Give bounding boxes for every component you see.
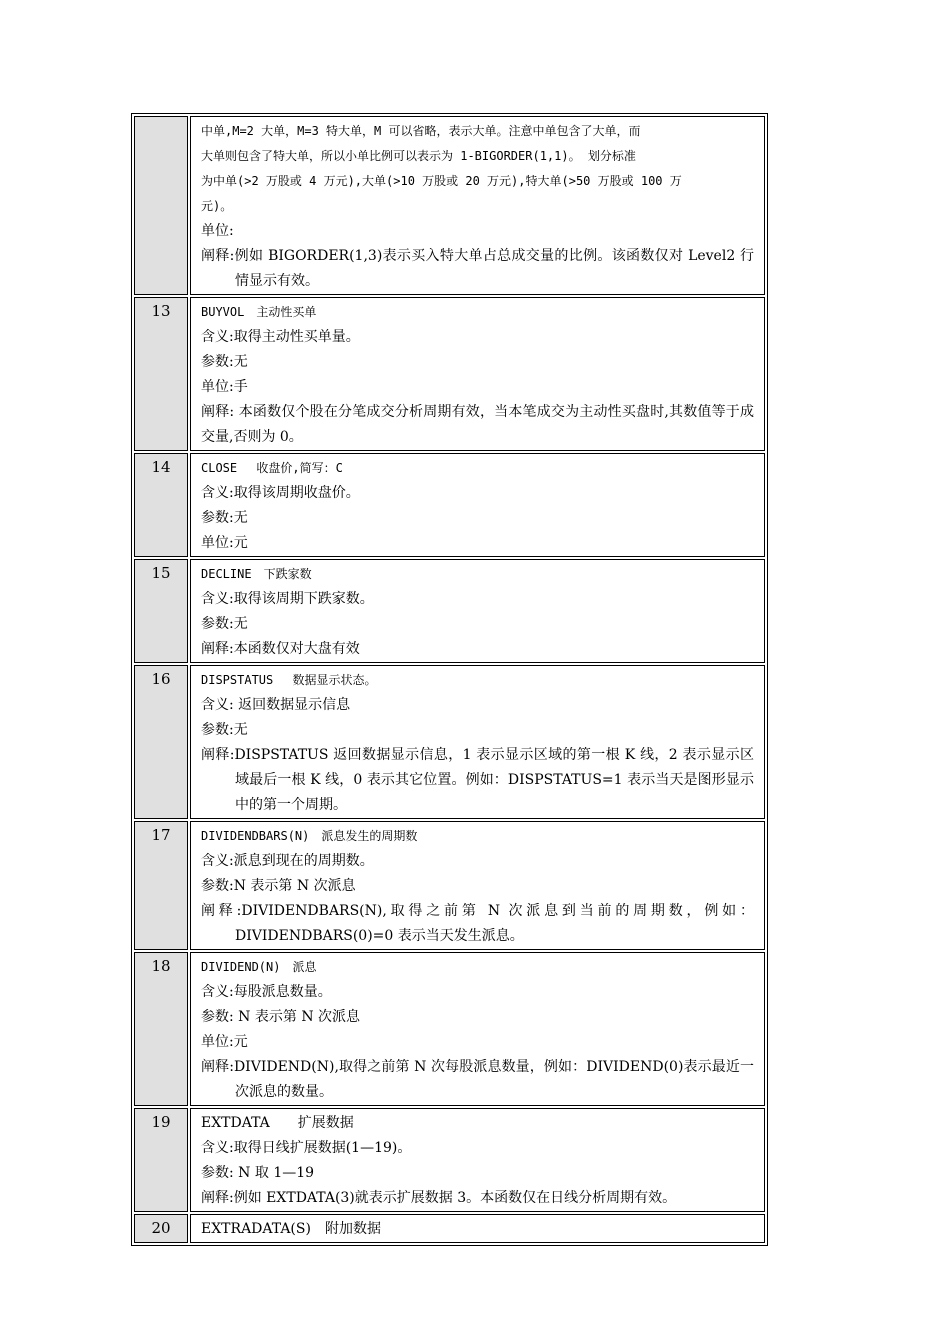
row-number: 19 bbox=[134, 1108, 188, 1212]
text-line: 含义:每股派息数量。 bbox=[201, 984, 332, 1000]
function-title: BUYVOL 主动性买单 bbox=[201, 305, 317, 319]
text-line: 参数:无 bbox=[201, 616, 248, 632]
row-number: 17 bbox=[134, 821, 188, 950]
row-content bbox=[190, 297, 765, 451]
function-title: EXTRADATA(S) 附加数据 bbox=[201, 1221, 381, 1237]
text-line: 元)。 bbox=[201, 199, 233, 213]
function-title: DIVIDENDBARS(N) 派息发生的周期数 bbox=[201, 829, 418, 843]
note-text: 阐释:DIVIDENDBARS(N),取得之前第 N 次派息到当前的周期数，例如：DIVIDENDBARS(0)=0 表示当天发生派息。 bbox=[201, 903, 754, 944]
row-content bbox=[190, 821, 765, 950]
text-line: 单位:手 bbox=[201, 379, 248, 395]
row-number: 13 bbox=[134, 297, 188, 451]
table-row bbox=[134, 665, 765, 819]
text-line: 单位:元 bbox=[201, 1034, 248, 1050]
row-number: 15 bbox=[134, 559, 188, 663]
function-title: DISPSTATUS 数据显示状态。 bbox=[201, 673, 377, 687]
text-line: 阐释:例如 EXTDATA(3)就表示扩展数据 3。本函数仅在日线分析周期有效。 bbox=[201, 1190, 677, 1206]
table-row bbox=[134, 297, 765, 451]
text-line: 含义:取得主动性买单量。 bbox=[201, 329, 360, 345]
table-row bbox=[134, 821, 765, 950]
row-number bbox=[134, 116, 188, 295]
note-text: 阐释:DISPSTATUS 返回数据显示信息，1 表示显示区域的第一根 K 线，2 表示显示区域最后一根 K 线，0 表示其它位置。例如：DISPSTATUS=1 表示当天是图形显示中的第一个周期。 bbox=[201, 747, 754, 813]
function-table bbox=[131, 113, 768, 1246]
row-number: 16 bbox=[134, 665, 188, 819]
row-number: 18 bbox=[134, 952, 188, 1106]
row-number: 20 bbox=[134, 1214, 188, 1243]
text-line: 参数: N 取 1—19 bbox=[201, 1165, 315, 1181]
note-text: 阐释: 本函数仅个股在分笔成交分析周期有效，当本笔成交为主动性买盘时,其数值等于成交量,否则为 0。 bbox=[201, 404, 754, 445]
text-line: 含义:取得该周期下跌家数。 bbox=[201, 591, 374, 607]
text-line: 含义:取得日线扩展数据(1—19)。 bbox=[201, 1140, 412, 1156]
function-title: EXTDATA 扩展数据 bbox=[201, 1115, 354, 1131]
table-row bbox=[134, 952, 765, 1106]
row-number: 14 bbox=[134, 453, 188, 557]
table-row bbox=[134, 116, 765, 295]
text-line: 参数:N 表示第 N 次派息 bbox=[201, 878, 356, 894]
function-title: DIVIDEND(N) 派息 bbox=[201, 960, 317, 974]
text-line: 含义:派息到现在的周期数。 bbox=[201, 853, 374, 869]
row-content bbox=[190, 116, 765, 295]
text-line: 参数:无 bbox=[201, 722, 248, 738]
table-row bbox=[134, 1214, 765, 1243]
row-content bbox=[190, 1108, 765, 1212]
text-line: 含义: 返回数据显示信息 bbox=[201, 697, 351, 713]
function-title: DECLINE 下跌家数 bbox=[201, 567, 312, 581]
note-text: 阐释:DIVIDEND(N),取得之前第 N 次每股派息数量，例如：DIVIDEND(0)表示最近一次派息的数量。 bbox=[201, 1059, 754, 1100]
text-line: 单位: bbox=[201, 223, 234, 239]
row-content bbox=[190, 665, 765, 819]
table-row bbox=[134, 453, 765, 557]
note-text: 阐释:例如 BIGORDER(1,3)表示买入特大单占总成交量的比例。该函数仅对 Level2 行情显示有效。 bbox=[201, 248, 754, 289]
row-content bbox=[190, 1214, 765, 1243]
text-line: 中单,M=2 大单，M=3 特大单，M 可以省略，表示大单。注意中单包含了大单，而 bbox=[201, 124, 641, 138]
text-line: 单位:元 bbox=[201, 535, 248, 551]
function-title: CLOSE 收盘价,简写：C bbox=[201, 461, 343, 475]
row-content bbox=[190, 453, 765, 557]
text-line: 阐释:本函数仅对大盘有效 bbox=[201, 641, 360, 657]
row-content bbox=[190, 952, 765, 1106]
text-line: 参数:无 bbox=[201, 510, 248, 526]
text-line: 为中单(>2 万股或 4 万元),大单(>10 万股或 20 万元),特大单(>50 万股或 100 万 bbox=[201, 174, 682, 188]
row-content bbox=[190, 559, 765, 663]
text-line: 参数:无 bbox=[201, 354, 248, 370]
table-row bbox=[134, 1108, 765, 1212]
text-line: 含义:取得该周期收盘价。 bbox=[201, 485, 360, 501]
text-line: 参数: N 表示第 N 次派息 bbox=[201, 1009, 361, 1025]
text-line: 大单则包含了特大单，所以小单比例可以表示为 1-BIGORDER(1,1)。 划分标准 bbox=[201, 149, 636, 163]
table-row bbox=[134, 559, 765, 663]
